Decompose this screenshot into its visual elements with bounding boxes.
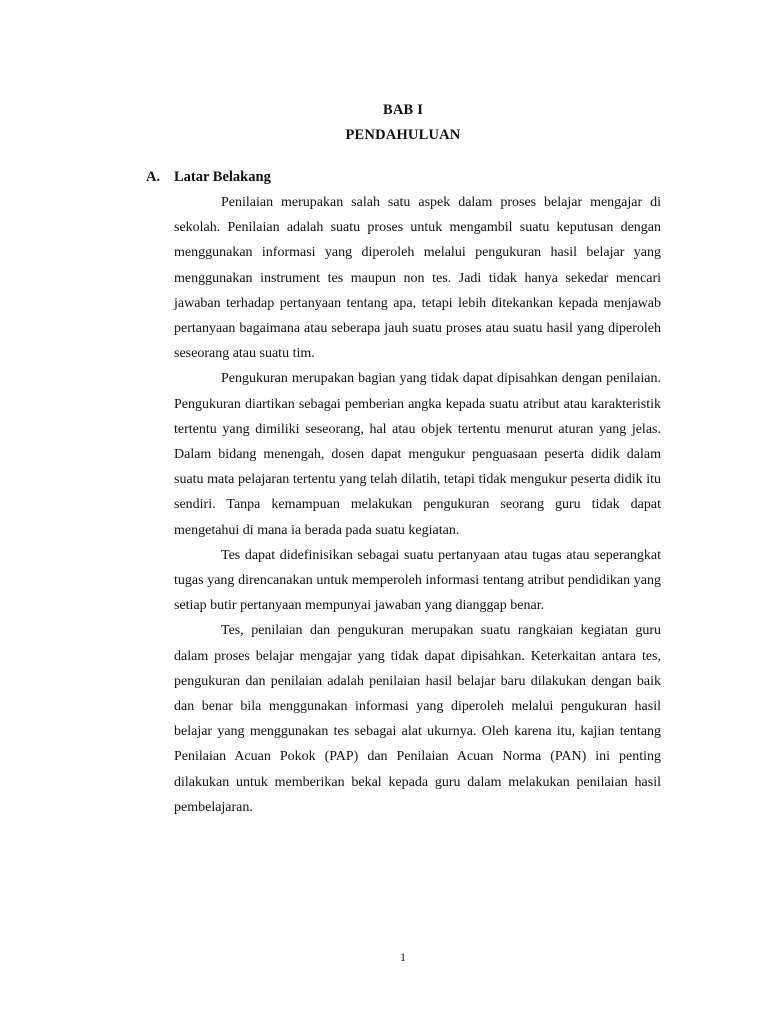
section-marker: A.	[146, 169, 161, 185]
page-number: 1	[400, 950, 406, 964]
paragraph: Tes dapat didefinisikan sebagai suatu pertanyaan atau tugas atau seperangkat tugas yang direncanakan untuk memperoleh informasi tentang atribut pendidikan yang setiap butir pertanyaan mempunyai jawaban yang dianggap benar.	[174, 547, 661, 614]
chapter-number: BAB I	[382, 102, 424, 118]
section-title: Latar Belakang	[174, 169, 271, 185]
paragraph: Tes, penilaian dan pengukuran merupakan suatu rangkaian kegiatan guru dalam proses belajar mengajar yang tidak dapat dipisahkan. Keterkaitan antara tes, pengukuran dan penilaian adalah penilaian hasil belajar baru dilakukan dengan baik dan benar bila menggunakan informasi yang diperoleh melalui pengukuran hasil belajar yang menggunakan tes sebagai alat ukurnya. Oleh karena itu, kajian tentang Penilaian Acuan Pokok (PAP) dan Penilaian Acuan Norma (PAN) ini penting dilakukan untuk memberikan bekal kepada guru dalam melakukan penilaian hasil pembelajaran.	[174, 623, 661, 815]
paragraph: Penilaian merupakan salah satu aspek dalam proses belajar mengajar di sekolah. Penilaian adalah suatu proses untuk mengambil suatu keputusan dengan menggunakan informasi yang diperoleh melalui pengukuran hasil belajar yang menggunakan instrument tes maupun non tes. Jadi tidak hanya sekedar mencari jawaban terhadap pertanyaan tentang apa, tetapi lebih ditekankan kepada menjawab pertanyaan bagaimana atau seberapa jauh suatu proses atau suatu hasil yang diperoleh seseorang atau suatu tim.	[174, 195, 661, 362]
chapter-title: PENDAHULUAN	[345, 127, 461, 143]
body-text	[174, 190, 661, 820]
paragraph: Pengukuran merupakan bagian yang tidak dapat dipisahkan dengan penilaian. Pengukuran diartikan sebagai pemberian angka kepada suatu atribut atau karakteristik tertentu yang dimiliki seseorang, hal atau objek tertentu menurut aturan yang jelas. Dalam bidang menengah, dosen dapat mengukur penguasaan peserta didik dalam suatu mata pelajaran tertentu yang telah dilatih, tetapi tidak mengukur peserta didik itu sendiri. Tanpa kemampuan melakukan pengukuran seorang guru tidak dapat mengetahui di mana ia berada pada suatu kegiatan.	[174, 371, 661, 538]
section-heading	[146, 169, 271, 186]
